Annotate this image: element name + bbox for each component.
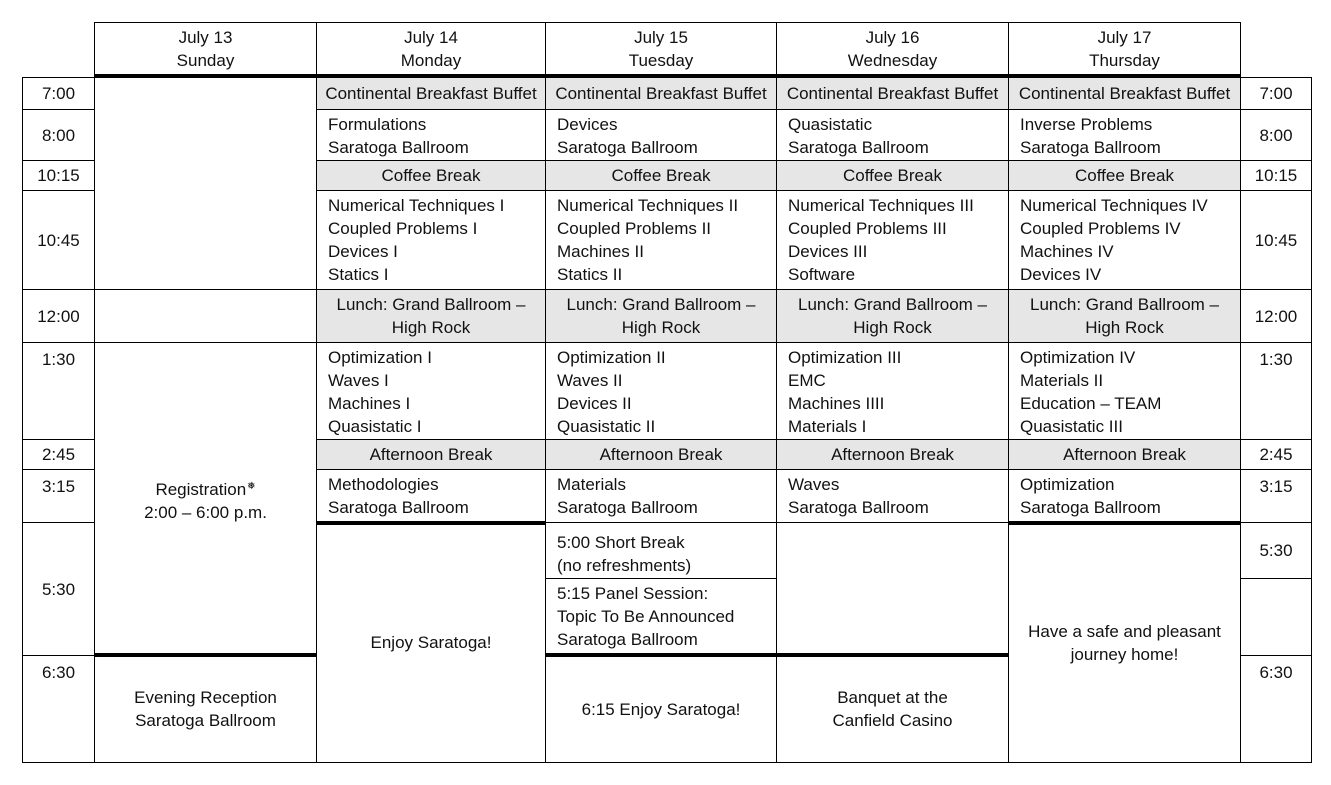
session-tuesday-1045 (545, 190, 777, 290)
divider (94, 653, 317, 657)
monday-enjoy-saratoga (316, 522, 546, 763)
lunch-label: Lunch: Grand Ballroom – (1030, 295, 1219, 314)
time-text: 8:00 (41, 125, 76, 145)
time-text: 2:45 (41, 445, 76, 464)
session-location: Saratoga Ballroom (557, 498, 698, 517)
session-title: Materials (557, 475, 626, 494)
time-label (22, 289, 95, 343)
session-item: Devices II (557, 394, 632, 413)
afternoon-break-monday (316, 439, 546, 470)
event-title: Enjoy Saratoga! (370, 633, 492, 652)
event-location: Saratoga Ballroom (135, 711, 276, 730)
lunch-tuesday (545, 289, 777, 343)
time-label (1240, 522, 1312, 579)
session-item: Optimization IV (1020, 348, 1136, 367)
coffee-tuesday (545, 160, 777, 191)
time-label (22, 77, 95, 110)
time-label (1240, 289, 1312, 343)
afternoon-break-wednesday (776, 439, 1009, 470)
sunday-noon-empty (94, 289, 317, 343)
lunch-wednesday (776, 289, 1009, 343)
session-item: Numerical Techniques I (328, 196, 505, 215)
sunday-registration (94, 342, 317, 656)
afternoon-break-label: Afternoon Break (1063, 445, 1186, 464)
afternoon-break-thursday (1008, 439, 1241, 470)
session-title: Quasistatic (788, 115, 873, 134)
afternoon-break-label: Afternoon Break (369, 445, 493, 464)
time-label (22, 522, 95, 656)
time-label (1240, 655, 1312, 763)
time-text: 10:15 (1254, 166, 1298, 185)
time-text: 12:00 (37, 306, 80, 326)
time-text: 10:15 (37, 166, 80, 185)
time-label (22, 190, 95, 290)
time-label (1240, 77, 1312, 110)
thursday-farewell (1008, 522, 1241, 763)
lunch-location: High Rock (391, 318, 471, 337)
session-item: Coupled Problems I (328, 219, 478, 238)
session-item: Quasistatic III (1020, 417, 1123, 436)
breakfast-monday (316, 77, 546, 110)
session-monday-0130 (316, 342, 546, 440)
session-thursday-0315 (1008, 469, 1241, 523)
day-weekday: Sunday (176, 51, 235, 70)
time-text: 2:45 (1259, 445, 1293, 464)
session-item: Coupled Problems II (557, 219, 712, 238)
snowflake-icon: ❅ (247, 480, 256, 492)
time-text: 6:30 (1259, 663, 1293, 682)
time-spacer (1240, 578, 1312, 656)
session-item: Numerical Techniques IV (1020, 196, 1208, 215)
session-location: Saratoga Ballroom (788, 498, 929, 517)
time-text: 6:30 (41, 663, 76, 682)
time-label (22, 342, 95, 440)
day-header-sunday (94, 22, 317, 76)
time-text: 12:00 (1254, 306, 1298, 326)
afternoon-break-label: Afternoon Break (831, 445, 954, 464)
event-title: Evening Reception (134, 688, 277, 707)
breakfast-thursday (1008, 77, 1241, 110)
coffee-label: Coffee Break (843, 166, 942, 185)
session-item: Optimization III (788, 348, 902, 367)
event-title: Banquet at the (837, 688, 948, 707)
session-wednesday-0130 (776, 342, 1009, 440)
registration-time: 2:00 – 6:00 p.m. (144, 502, 267, 522)
session-item: Machines IV (1020, 242, 1114, 261)
session-item: Statics II (557, 265, 623, 284)
session-item: Materials II (1020, 371, 1104, 390)
session-item: Machines IIII (788, 394, 885, 413)
lunch-label: Lunch: Grand Ballroom – (336, 295, 526, 314)
day-header-thursday (1008, 22, 1241, 76)
breakfast-label: Continental Breakfast Buffet (1018, 84, 1231, 103)
lunch-label: Lunch: Grand Ballroom – (566, 295, 756, 314)
time-label (1240, 160, 1312, 191)
breakfast-tuesday (545, 77, 777, 110)
day-date: July 15 (634, 28, 688, 47)
session-tuesday-0315 (545, 469, 777, 523)
time-text: 10:45 (1254, 230, 1298, 250)
divider (545, 653, 1009, 657)
day-weekday: Tuesday (628, 51, 694, 70)
session-item: Devices III (788, 242, 868, 261)
event-title: 5:00 Short Break (557, 533, 685, 552)
time-text: 3:15 (41, 477, 76, 496)
coffee-label: Coffee Break (611, 166, 711, 185)
day-date: July 14 (404, 28, 458, 47)
day-weekday: Wednesday (847, 51, 938, 70)
session-item: Devices I (328, 242, 398, 261)
divider (316, 521, 546, 525)
time-label (1240, 109, 1312, 161)
session-item: Waves II (557, 371, 623, 390)
breakfast-label: Continental Breakfast Buffet (786, 84, 999, 103)
session-item: Quasistatic II (557, 417, 656, 436)
session-title: Inverse Problems (1020, 115, 1153, 134)
lunch-location: High Rock (621, 318, 701, 337)
time-label (1240, 342, 1312, 440)
lunch-label: Lunch: Grand Ballroom – (798, 295, 987, 314)
breakfast-wednesday (776, 77, 1009, 110)
day-header-monday (316, 22, 546, 76)
tuesday-short-break (545, 522, 777, 579)
session-title: Waves (788, 475, 840, 494)
session-title: Devices (557, 115, 618, 134)
day-header-wednesday (776, 22, 1009, 76)
coffee-wednesday (776, 160, 1009, 191)
session-thursday-1045 (1008, 190, 1241, 290)
time-label (1240, 469, 1312, 523)
lunch-monday (316, 289, 546, 343)
session-location: Saratoga Ballroom (1020, 498, 1161, 517)
session-item: Machines II (557, 242, 644, 261)
session-item: Devices IV (1020, 265, 1102, 284)
time-text: 7:00 (1259, 84, 1293, 103)
time-text: 1:30 (41, 350, 76, 369)
session-wednesday-1045 (776, 190, 1009, 290)
farewell-line: journey home! (1070, 644, 1179, 664)
event-note: (no refreshments) (557, 556, 692, 575)
session-title: Formulations (328, 115, 427, 134)
event-title: 6:15 Enjoy Saratoga! (581, 699, 741, 719)
lunch-location: High Rock (1085, 318, 1164, 337)
registration-label: Registration (155, 479, 247, 499)
afternoon-break-label: Afternoon Break (599, 445, 723, 464)
sunday-evening-reception (94, 655, 317, 763)
session-location: Saratoga Ballroom (328, 498, 469, 517)
time-text: 5:30 (41, 579, 76, 599)
session-item: Optimization II (557, 348, 666, 367)
session-location: Saratoga Ballroom (1020, 138, 1161, 157)
session-location: Saratoga Ballroom (328, 138, 469, 157)
time-label (1240, 439, 1312, 470)
session-monday-0800 (316, 109, 546, 161)
session-item: Coupled Problems IV (1020, 219, 1181, 238)
coffee-label: Coffee Break (381, 166, 481, 185)
session-wednesday-0800 (776, 109, 1009, 161)
session-item: Machines I (328, 394, 411, 413)
time-label (22, 655, 95, 763)
event-location: Saratoga Ballroom (557, 630, 698, 649)
session-title: Methodologies (328, 475, 439, 494)
session-monday-0315 (316, 469, 546, 523)
time-text: 3:15 (1259, 477, 1293, 496)
time-label (22, 160, 95, 191)
session-location: Saratoga Ballroom (788, 138, 929, 157)
lunch-thursday (1008, 289, 1241, 343)
session-monday-1045 (316, 190, 546, 290)
time-text: 7:00 (41, 84, 76, 103)
event-location: Canfield Casino (832, 711, 953, 730)
sunday-morning-empty (94, 77, 317, 290)
time-text: 8:00 (1259, 125, 1293, 145)
session-item: Materials I (788, 417, 867, 436)
day-header-tuesday (545, 22, 777, 76)
session-title: Optimization (1020, 475, 1115, 494)
day-date: July 17 (1097, 28, 1152, 47)
farewell-line: Have a safe and pleasant (1028, 621, 1221, 641)
afternoon-break-tuesday (545, 439, 777, 470)
time-text: 5:30 (1259, 541, 1293, 560)
session-item: Optimization I (328, 348, 432, 367)
event-title: 5:15 Panel Session: (557, 584, 709, 603)
day-weekday: Thursday (1089, 51, 1160, 70)
time-text: 1:30 (1259, 350, 1293, 369)
coffee-label: Coffee Break (1075, 166, 1174, 185)
session-location: Saratoga Ballroom (557, 138, 698, 157)
session-thursday-0130 (1008, 342, 1241, 440)
time-label (22, 439, 95, 470)
day-date: July 16 (865, 28, 920, 47)
session-wednesday-0315 (776, 469, 1009, 523)
session-tuesday-0130 (545, 342, 777, 440)
session-item: Numerical Techniques III (788, 196, 974, 215)
event-topic: Topic To Be Announced (557, 607, 735, 626)
coffee-monday (316, 160, 546, 191)
breakfast-label: Continental Breakfast Buffet (325, 84, 537, 103)
session-item: Software (788, 265, 856, 284)
time-label (22, 109, 95, 161)
tuesday-enjoy-saratoga (545, 655, 777, 763)
session-item: Education – TEAM (1020, 394, 1162, 413)
tuesday-panel-session (545, 578, 777, 656)
session-thursday-0800 (1008, 109, 1241, 161)
breakfast-label: Continental Breakfast Buffet (555, 84, 767, 103)
time-label (22, 469, 95, 523)
lunch-location: High Rock (853, 318, 932, 337)
time-label (1240, 190, 1312, 290)
wednesday-evening-empty (776, 522, 1009, 656)
session-item: Statics I (328, 265, 389, 284)
coffee-thursday (1008, 160, 1241, 191)
session-item: Quasistatic I (328, 417, 422, 436)
session-item: Coupled Problems III (788, 219, 947, 238)
day-date: July 13 (178, 28, 233, 47)
wednesday-banquet (776, 655, 1009, 763)
session-item: Numerical Techniques II (557, 196, 739, 215)
day-weekday: Monday (400, 51, 462, 70)
session-item: EMC (788, 371, 826, 390)
session-tuesday-0800 (545, 109, 777, 161)
time-text: 10:45 (37, 230, 80, 250)
session-item: Waves I (328, 371, 389, 390)
divider (1008, 521, 1241, 525)
